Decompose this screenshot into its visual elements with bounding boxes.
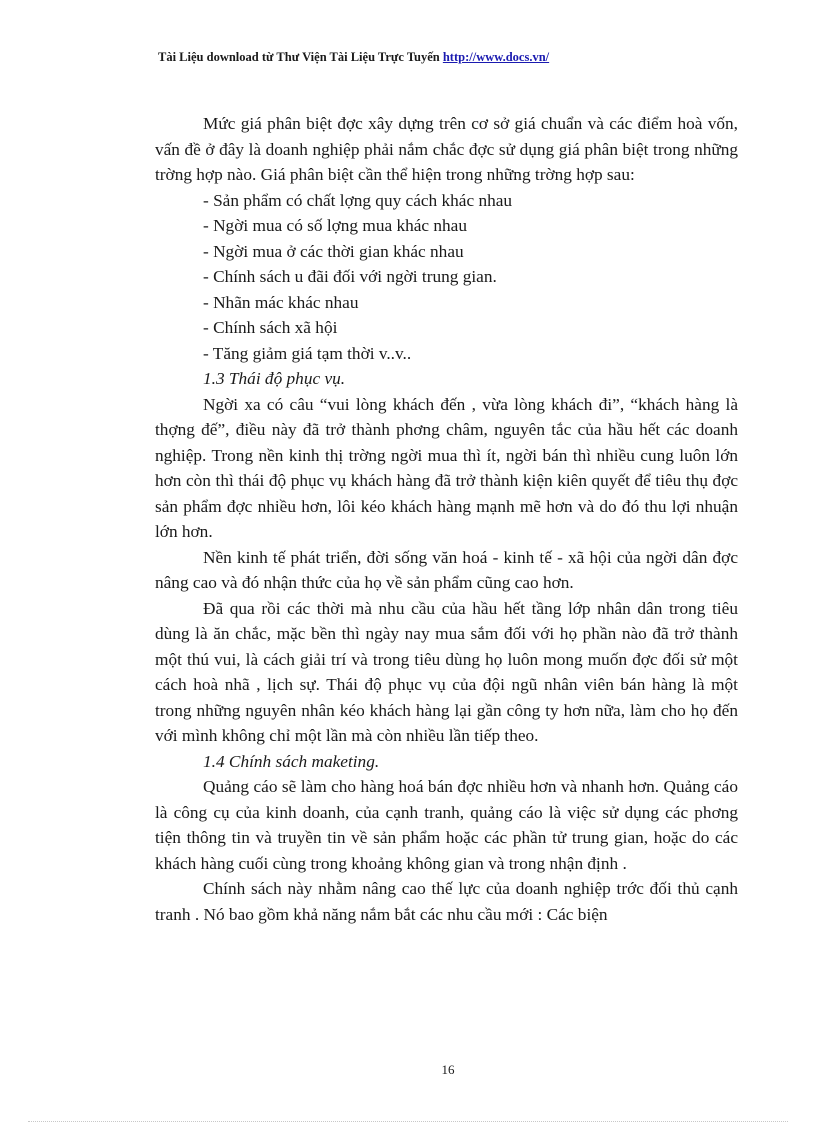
section-heading-1-3: 1.3 Thái độ phục vụ. (203, 369, 346, 388)
list-item: - Tăng giảm giá tạm thời v..v.. (203, 343, 412, 363)
page-number: 16 (441, 1062, 455, 1077)
page-bottom-divider (28, 1121, 788, 1122)
paragraph: Đã qua rồi các thời mà nhu cầu của hầu hết tầng lớp nhân dân trong tiêu dùng là ăn chắc, mặc bền thì ngày nay mua sắm đối với họ phần nào đã trở thành một thú vui, là cách giải trí và trong tiêu dùng họ luôn mong muốn đợc đối sử một cách hoà nhã , lịch sự. Thái độ phục vụ của đội ngũ nhân viên bán hàng là một trong những nguyên nhân kéo khách hàng lại gần công ty hơn nữa, làm cho họ đến với mình không chỉ một lần mà còn nhiều lần tiếp theo. (155, 598, 738, 745)
list-item: - Sản phẩm có chất lợng quy cách khác nhau (203, 190, 513, 210)
paragraph: Mức giá phân biệt đợc xây dựng trên cơ sở giá chuẩn và các điểm hoà vốn, vấn đề ở đây là doanh nghiệp phải nắm chắc đợc sử dụng giá phân biệt trong những trờng hợp nào. Giá phân biệt cần thể hiện trong những trờng hợp sau: (155, 114, 738, 184)
section-heading-1-4: 1.4 Chính sách maketing. (203, 751, 380, 771)
list-item: - Ngời mua có số lợng mua khác nhau (203, 216, 467, 235)
list-item: - Chính sách u đãi đối với ngời trung gian. (203, 267, 497, 286)
paragraph: Ngời xa có câu “vui lòng khách đến , vừa lòng khách đi”, “khách hàng là thợng đế”, điều này đã trở thành phơng châm, nguyên tắc của hầu hết các doanh nghiệp. Trong nền kinh thị trờng ngời mua thì ít, ngời bán thì nhiều cung luôn lớn hơn còn thì thái độ phục vụ khách hàng đã trở thành kiện kiên quyết để tiêu thụ đợc sản phẩm đợc nhiều hơn, lôi kéo khách hàng mạnh mẽ hơn và do đó thu lợi nhuận lớn hơn. (155, 394, 738, 541)
paragraph: Nền kinh tế phát triển, đời sống văn hoá - kinh tế - xã hội của ngời dân đợc nâng cao và đó nhận thức của họ về sản phẩm cũng cao hơn. (155, 547, 738, 592)
list-item: - Ngời mua ở các thời gian khác nhau (203, 241, 464, 261)
list-item: - Chính sách xã hội (203, 318, 338, 337)
list-item: - Nhãn mác khác nhau (203, 292, 359, 312)
header-text: Tài Liệu download từ Thư Viện Tài Liệu Trực Tuyến (158, 50, 443, 64)
header-link[interactable]: http://www.docs.vn/ (442, 50, 550, 64)
document-body (155, 111, 738, 927)
page-header (158, 50, 758, 65)
paragraph: Chính sách này nhằm nâng cao thế lực của doanh nghiệp trớc đối thủ cạnh tranh . Nó bao gồm khả năng nắm bắt các nhu cầu mới : Các biện (155, 879, 738, 924)
paragraph: Quảng cáo sẽ làm cho hàng hoá bán đợc nhiều hơn và nhanh hơn. Quảng cáo là công cụ của kinh doanh, của cạnh tranh, quảng cáo là việc sử dụng các phơng tiện thông tin và truyền tin về sản phẩm hoặc các phần tử trung gian, hoặc do các khách hàng cuối cùng trong khoảng không gian và trong nhận định . (155, 777, 738, 873)
